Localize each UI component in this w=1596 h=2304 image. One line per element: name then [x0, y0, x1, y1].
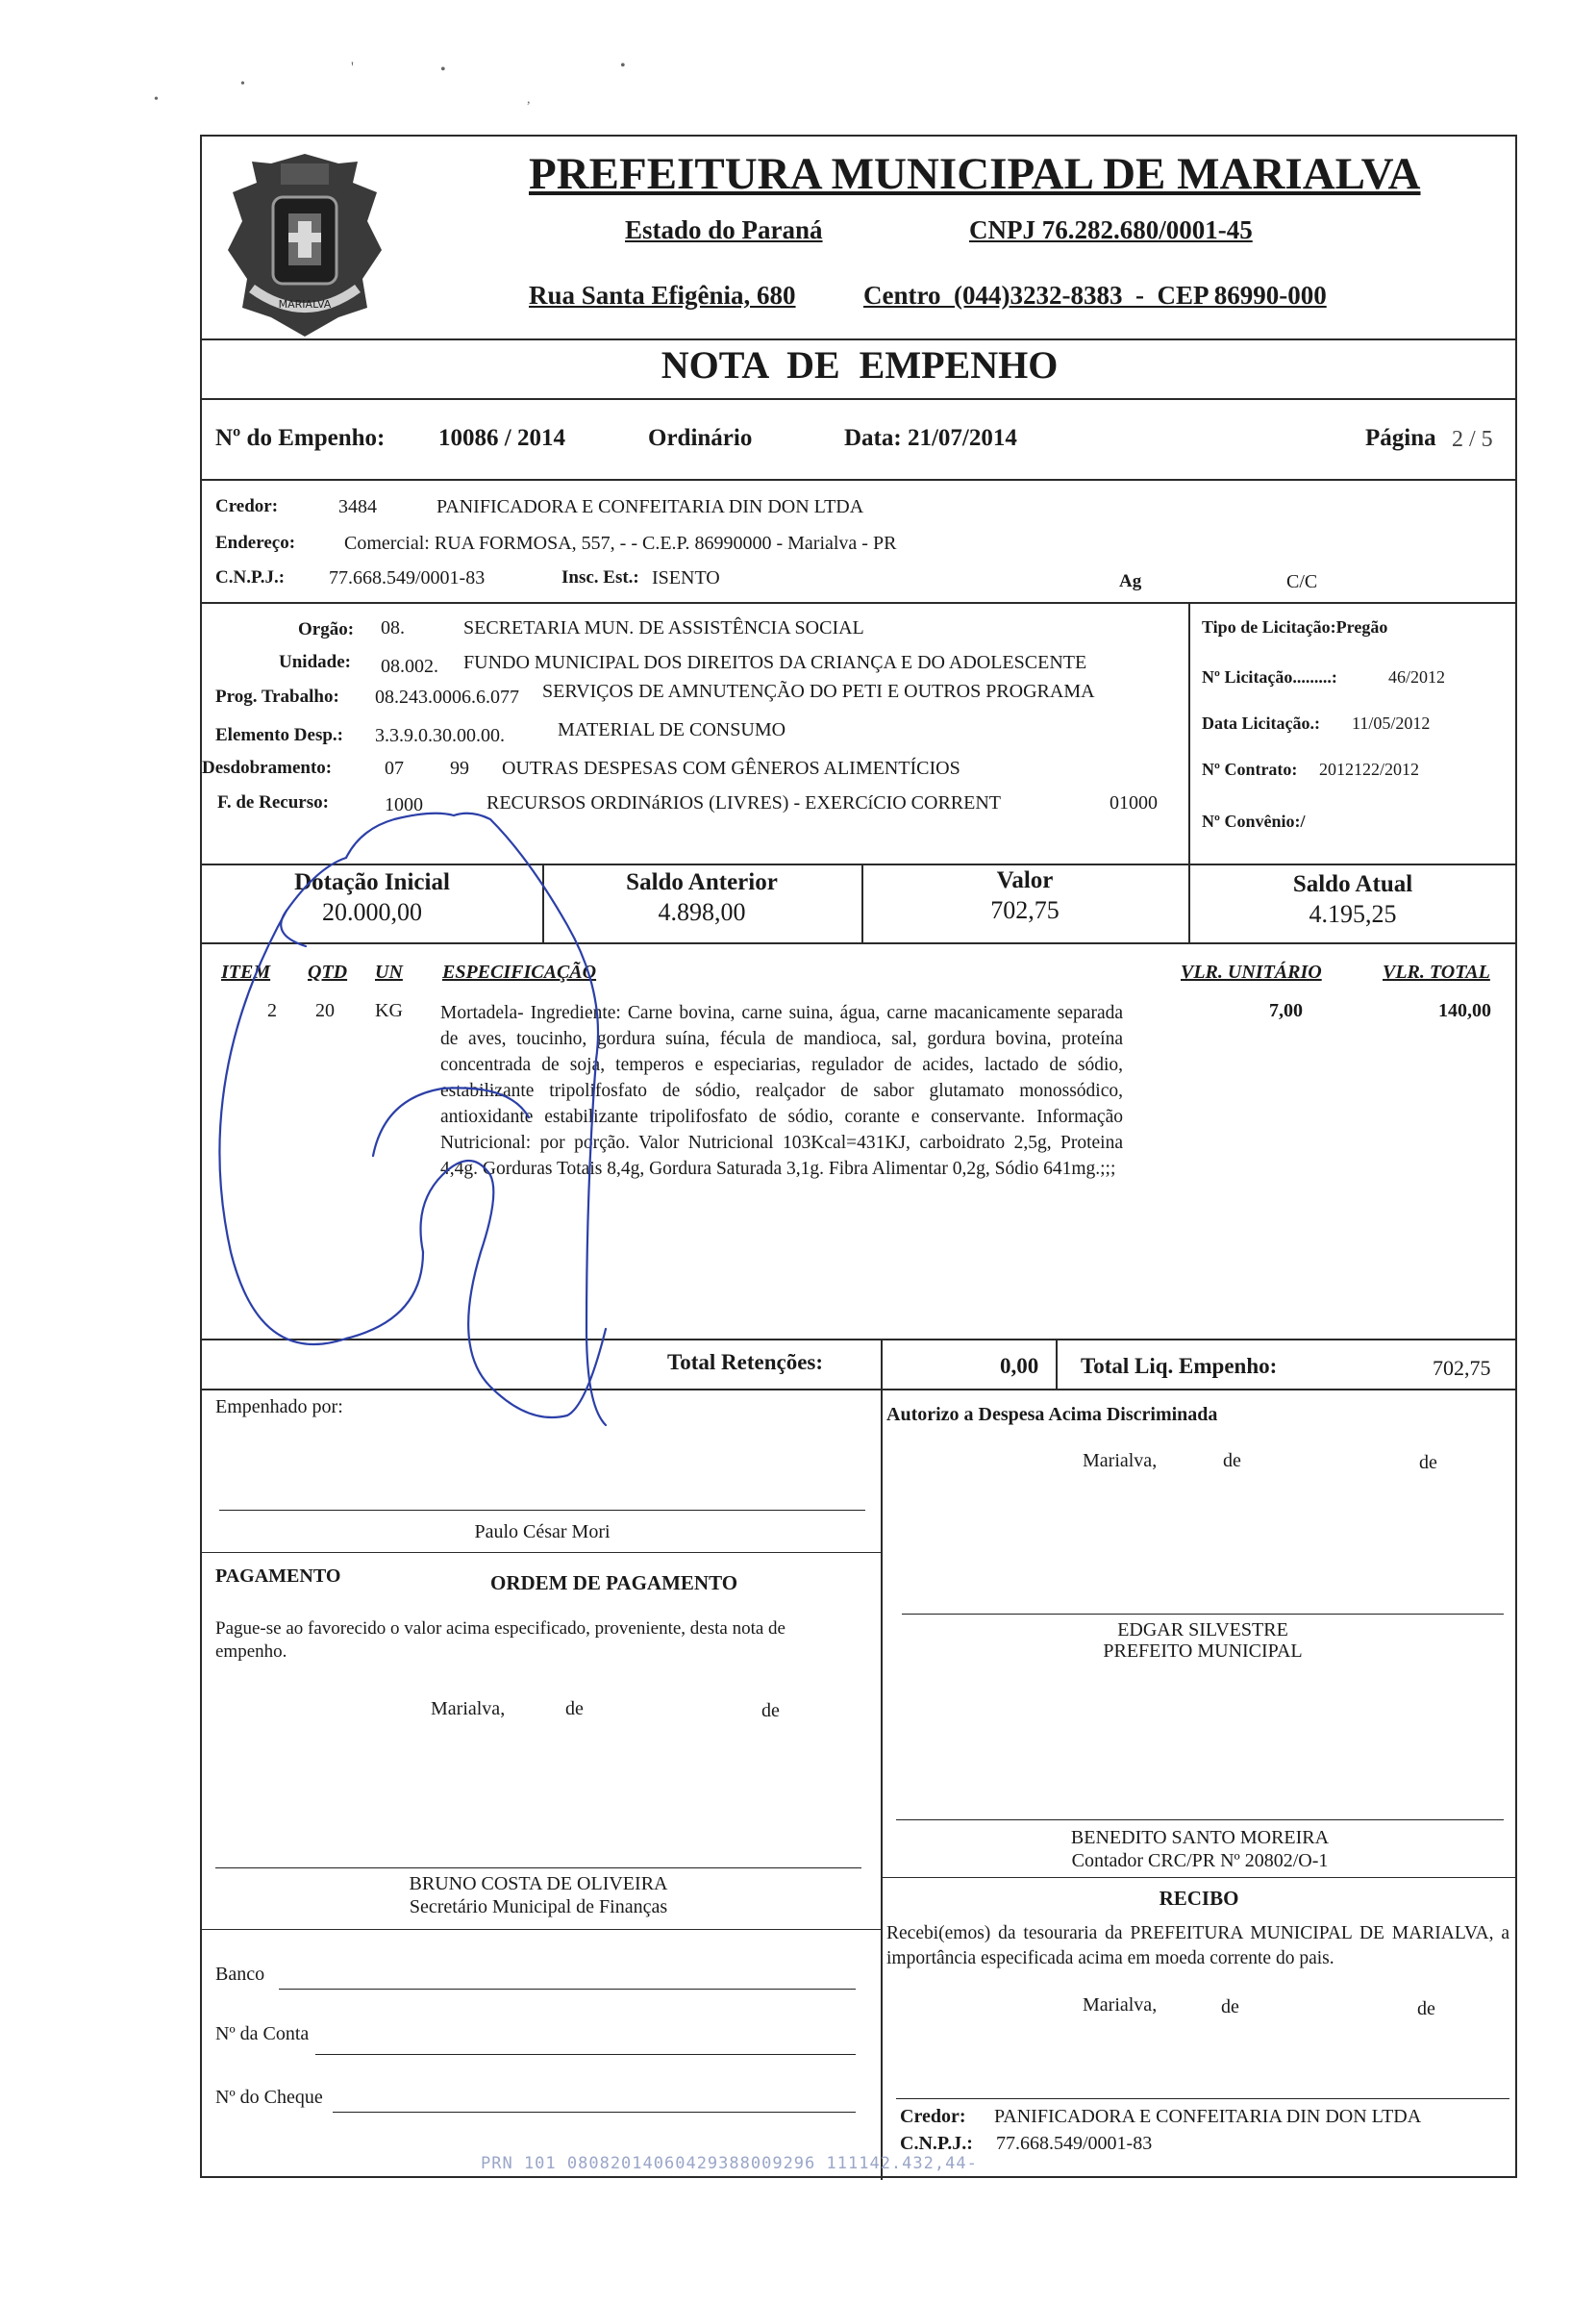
elemento-code: 3.3.9.0.30.00.00. [375, 725, 505, 746]
desdob-code2: 99 [450, 758, 469, 779]
col-qtd-header: QTD [308, 962, 348, 983]
banco-label: Banco [215, 1964, 265, 1985]
licitacao-data-label: Data Licitação.: [1202, 714, 1320, 733]
recibo-credor-label: Credor: [900, 2106, 966, 2127]
total-retencoes-value: 0,00 [1000, 1354, 1039, 1378]
dotacao-value: 20.000,00 [322, 898, 422, 926]
autorizo-text: Autorizo a Despesa Acima Discriminada [886, 1404, 1218, 1425]
empenhado-name: Paulo César Mori [474, 1521, 611, 1542]
recibo-text: Recebi(emos) da tesouraria da PREFEITURA MUNICIPAL DE MARIALVA, a importância especificada acima em moeda corrente do pais. [886, 1923, 1509, 1968]
doc-title: NOTA DE EMPENHO [661, 343, 1059, 387]
valor-label: Valor [996, 867, 1054, 893]
empenho-number: 10086 / 2014 [438, 425, 565, 451]
nota-empenho-form [200, 135, 1517, 2178]
col-spec-header: ESPECIFICAÇÃO [442, 962, 597, 983]
header-state: Estado do Paraná [625, 215, 823, 244]
licitacao-data: 11/05/2012 [1352, 714, 1431, 733]
autorizo-de-1: de [1223, 1450, 1241, 1471]
col-unit-header: VLR. UNITÁRIO [1181, 962, 1322, 983]
ordem-marialva: Marialva, [431, 1698, 506, 1719]
prog-label: Prog. Trabalho: [215, 687, 339, 707]
autorizo-de-2: de [1419, 1452, 1437, 1473]
recibo-cnpj: 77.668.549/0001-83 [996, 2133, 1153, 2154]
recurso-code2: 01000 [1110, 792, 1158, 814]
svg-text:MARIALVA: MARIALVA [278, 298, 332, 311]
credor-cc-label: C/C [1286, 571, 1318, 592]
orgao-name: SECRETARIA MUN. DE ASSISTÊNCIA SOCIAL [463, 617, 864, 639]
cheque-label: Nº do Cheque [215, 2087, 323, 2108]
credor-ag-label: Ag [1119, 571, 1142, 591]
orgao-code: 08. [381, 617, 405, 639]
licitacao-tipo: Tipo de Licitação:Pregão [1202, 617, 1388, 637]
autorizo-marialva: Marialva, [1083, 1450, 1158, 1471]
empenho-type: Ordinário [648, 425, 753, 451]
contrato-number: 2012122/2012 [1319, 760, 1420, 779]
item-unit-price: 7,00 [1269, 1000, 1303, 1021]
valor-value: 702,75 [990, 896, 1060, 924]
conta-label: Nº da Conta [215, 2023, 310, 2044]
page-label: Página [1365, 425, 1436, 451]
scan-dots: ' • • • • , [154, 58, 626, 107]
credor-insc: ISENTO [652, 567, 720, 589]
contador-title: Contador CRC/PR Nº 20802/O-1 [1071, 1850, 1329, 1871]
credor-name: PANIFICADORA E CONFEITARIA DIN DON LTDA [436, 496, 864, 517]
recibo-label: RECIBO [1159, 1887, 1239, 1910]
credor-cnpj: 77.668.549/0001-83 [329, 567, 486, 589]
recurso-code: 1000 [385, 794, 423, 815]
licitacao-numero: 46/2012 [1388, 667, 1446, 687]
col-un-header: UN [375, 962, 403, 983]
footer-code: PRN 101 08082014060429388009296 111142.432,44- [481, 2154, 978, 2173]
item-qtd: 20 [315, 1000, 335, 1021]
desdob-label: Desdobramento: [202, 758, 333, 778]
prog-code: 08.243.0006.6.077 [375, 687, 519, 708]
total-retencoes-label: Total Retenções: [667, 1350, 824, 1374]
recibo-de-2: de [1417, 1998, 1435, 2019]
credor-insc-label: Insc. Est.: [561, 567, 639, 588]
recibo-cnpj-label: C.N.P.J.: [900, 2133, 973, 2154]
saldo-atual-value: 4.195,25 [1309, 900, 1397, 928]
item-total-price: 140,00 [1438, 1000, 1491, 1021]
total-liquido-label: Total Liq. Empenho: [1081, 1354, 1278, 1378]
col-total-header: VLR. TOTAL [1383, 962, 1490, 983]
item-specification: Mortadela- Ingrediente: Carne bovina, carne suina, água, carne macanicamente separada de aves, toucinho, gordura suína, fécula de mandioca, sal, gordura bovina, proteína concentrada de soja, temperos e especiarias, regulador de acides, lactado de sódio, estabilizante tripolifosfato de sódio, realçador de sabor glutamato monossódico, antioxidante estabilizante tripolifosfato de sódio, corante e conservante. Informação Nutricional: por porção. Valor Nutricional 103Kcal=431KJ, carboidrato 2,5g, Proteina 4,4g. Gorduras Totais 8,4g, Gordura Saturada 3,1g. Fibra Alimentar 0,2g, Sódio 641mg.;;; [440, 1003, 1123, 1179]
header-address: Rua Santa Efigênia, 680 [529, 281, 796, 310]
convenio-label: Nº Convênio:/ [1202, 812, 1306, 831]
item-number: 2 [267, 1000, 277, 1021]
empenho-date: Data: 21/07/2014 [844, 425, 1017, 451]
credor-code: 3484 [338, 496, 377, 517]
prefeito-name: EDGAR SILVESTRE [1117, 1619, 1288, 1640]
header-title: PREFEITURA MUNICIPAL DE MARIALVA [529, 149, 1421, 199]
licitacao-numero-label: Nº Licitação.........: [1202, 667, 1337, 687]
contador-name: BENEDITO SANTO MOREIRA [1070, 1827, 1330, 1848]
item-un: KG [375, 1000, 403, 1021]
secretario-title: Secretário Municipal de Finanças [409, 1896, 668, 1917]
saldo-atual-label: Saldo Atual [1292, 871, 1413, 897]
recurso-label: F. de Recurso: [217, 792, 329, 813]
unidade-name: FUNDO MUNICIPAL DOS DIREITOS DA CRIANÇA E DO ADOLESCENTE [463, 652, 1087, 673]
header-address-rest: Centro (044)3232-8383 - CEP 86990-000 [863, 281, 1327, 310]
unidade-code: 08.002. [381, 656, 438, 677]
handwritten-signature [202, 752, 798, 1598]
credor-address-label: Endereço: [215, 533, 296, 553]
total-liquido-value: 702,75 [1433, 1356, 1491, 1380]
unidade-label: Unidade: [279, 652, 351, 672]
pagamento-label: PAGAMENTO [215, 1565, 341, 1587]
recibo-credor-name: PANIFICADORA E CONFEITARIA DIN DON LTDA [994, 2106, 1422, 2127]
credor-address: Comercial: RUA FORMOSA, 557, - - C.E.P. 86990000 - Marialva - PR [344, 533, 897, 554]
desdob-code1: 07 [385, 758, 404, 779]
elemento-label: Elemento Desp.: [215, 725, 343, 745]
empenho-number-label: Nº do Empenho: [215, 425, 386, 451]
contrato-label: Nº Contrato: [1202, 760, 1298, 779]
page-number: 2 / 5 [1452, 427, 1493, 452]
recurso-name: RECURSOS ORDINáRIOS (LIVRES) - EXERCíCIO CORRENT [486, 792, 1002, 814]
coat-of-arms-seal [213, 144, 396, 346]
ordem-pagamento-label: ORDEM DE PAGAMENTO [490, 1571, 738, 1594]
col-item-header: ITEM [221, 962, 271, 983]
saldo-anterior-label: Saldo Anterior [626, 869, 778, 895]
desdob-name: OUTRAS DESPESAS COM GÊNEROS ALIMENTÍCIOS [502, 758, 960, 779]
secretario-name: BRUNO COSTA DE OLIVEIRA [409, 1873, 668, 1894]
pague-text: Pague-se ao favorecido o valor acima especificado, proveniente, desta nota de empenho. [215, 1618, 786, 1662]
recibo-de-1: de [1221, 1996, 1239, 2017]
dotacao-label: Dotação Inicial [294, 869, 450, 895]
credor-cnpj-label: C.N.P.J.: [215, 567, 286, 588]
prefeito-title: PREFEITO MUNICIPAL [1103, 1640, 1303, 1662]
elemento-name: MATERIAL DE CONSUMO [558, 719, 786, 740]
prog-name: SERVIÇOS DE AMNUTENÇÃO DO PETI E OUTROS PROGRAMA [542, 681, 1095, 702]
empenhado-label: Empenhado por: [215, 1396, 343, 1417]
credor-label: Credor: [215, 496, 279, 516]
ordem-de-1: de [565, 1698, 584, 1719]
orgao-label: Orgão: [298, 619, 355, 639]
ordem-de-2: de [761, 1700, 780, 1721]
header-cnpj: CNPJ 76.282.680/0001-45 [969, 215, 1253, 244]
recibo-marialva: Marialva, [1083, 1994, 1158, 2016]
saldo-anterior-value: 4.898,00 [658, 898, 746, 926]
